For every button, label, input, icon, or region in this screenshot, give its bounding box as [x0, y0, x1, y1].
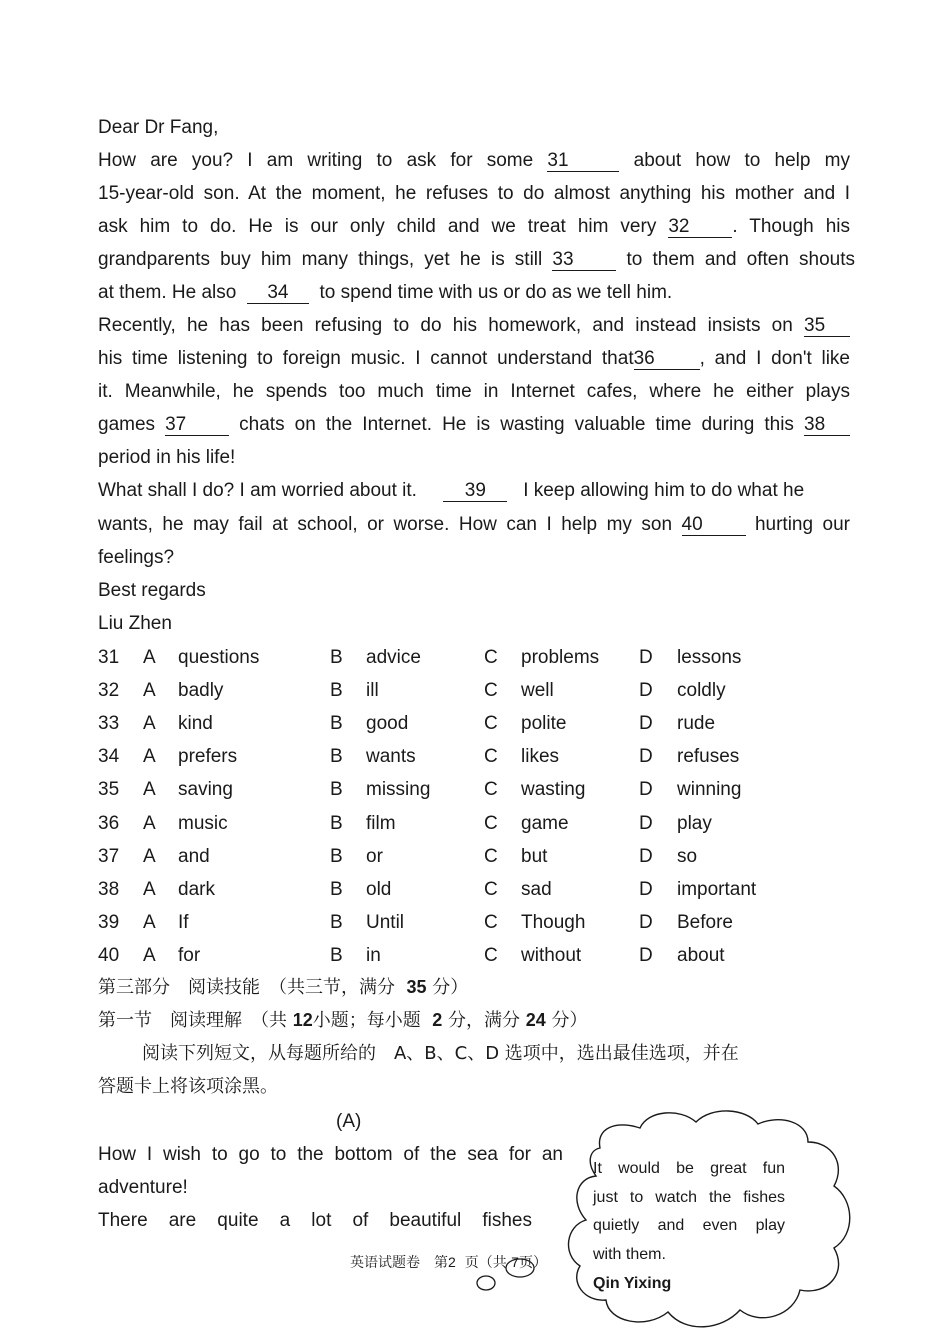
passage-line-2: adventure! — [98, 1177, 188, 1198]
bubble-line-2: just to watch the fishes — [593, 1189, 785, 1206]
option-text-b: in — [366, 944, 381, 966]
bubble-line-3: quietly and even play — [593, 1217, 785, 1234]
option-text-a: prefers — [178, 746, 238, 768]
option-letter-d: D — [639, 911, 653, 933]
option-text-b: Until — [366, 911, 405, 933]
option-letter-b: B — [330, 647, 343, 668]
letter-line-7: his time listening to foreign music. I cannot understand that36 , and I don't like — [98, 348, 850, 369]
option-letter-c: C — [484, 647, 498, 668]
option-letter-a: A — [143, 746, 156, 768]
option-text-c: problems — [521, 647, 600, 668]
option-text-a: music — [178, 812, 228, 834]
blank-32: 32 — [668, 217, 732, 238]
section1-heading: 第一节 阅读理解 （共 12小题；每小题 2 分，满分 24 分） — [98, 1010, 588, 1031]
option-letter-b: B — [330, 878, 343, 900]
option-text-d: important — [677, 878, 757, 900]
page-footer: 英语试题卷 第2 页（共 7页） — [350, 1254, 547, 1271]
letter-line-13: feelings? — [98, 547, 175, 568]
option-text-c: game — [521, 812, 569, 834]
option-text-a: badly — [178, 680, 224, 702]
option-letter-d: D — [639, 812, 653, 834]
option-text-c: without — [521, 944, 582, 966]
option-letter-c: C — [484, 680, 498, 702]
option-text-d: about — [677, 944, 725, 966]
blank-35: 35 — [804, 316, 850, 337]
part3-heading: 第三部分 阅读技能 （共三节，满分 35 分） — [98, 977, 469, 998]
option-letter-c: C — [484, 878, 498, 900]
option-text-b: old — [366, 878, 392, 900]
option-text-a: dark — [178, 878, 215, 900]
question-number: 36 — [98, 812, 120, 834]
option-letter-a: A — [143, 812, 156, 834]
bubble-line-4: with them. — [593, 1246, 666, 1263]
option-text-b: film — [366, 812, 396, 834]
letter-line-11: What shall I do? I am worried about it. 39 I keep allowing him to do what he — [98, 480, 805, 501]
question-number: 33 — [98, 713, 120, 735]
option-text-c: sad — [521, 878, 552, 900]
option-text-c: but — [521, 845, 548, 867]
option-text-c: Though — [521, 911, 586, 933]
option-letter-b: B — [330, 746, 343, 768]
option-letter-a: A — [143, 944, 156, 966]
option-letter-d: D — [639, 680, 653, 702]
option-text-d: coldly — [677, 680, 726, 702]
option-letter-b: B — [330, 944, 343, 966]
letter-line-3: ask him to do. He is our only child and we treat him very 32 . Though his — [98, 216, 850, 237]
option-text-c: likes — [521, 746, 560, 768]
passage-line-1: How I wish to go to the bottom of the sea for an — [98, 1144, 563, 1165]
instructions-line-2: 答题卡上将该项涂黑。 — [98, 1076, 278, 1097]
option-text-b: good — [366, 713, 409, 735]
passage-line-3: There are quite a lot of beautiful fishes — [98, 1210, 532, 1231]
option-letter-a: A — [143, 680, 156, 702]
option-letter-d: D — [639, 878, 653, 900]
option-letter-b: B — [330, 911, 343, 933]
option-letter-a: A — [143, 713, 156, 735]
question-number: 38 — [98, 878, 120, 900]
option-letter-d: D — [639, 647, 653, 668]
option-text-a: and — [178, 845, 210, 867]
option-letter-c: C — [484, 911, 498, 933]
option-letter-c: C — [484, 746, 498, 768]
blank-39: 39 — [443, 481, 507, 502]
option-text-c: well — [521, 680, 554, 702]
option-letter-d: D — [639, 713, 653, 735]
option-text-c: wasting — [521, 779, 586, 801]
option-text-d: winning — [677, 779, 742, 801]
bubble-line-1: It would be great fun — [593, 1160, 785, 1177]
question-number: 35 — [98, 779, 120, 801]
option-letter-d: D — [639, 845, 653, 867]
letter-salutation: Dear Dr Fang, — [98, 117, 219, 138]
option-letter-c: C — [484, 845, 498, 867]
option-letter-b: B — [330, 779, 343, 801]
blank-34: 34 — [247, 283, 309, 304]
letter-signature: Liu Zhen — [98, 613, 172, 634]
question-number: 32 — [98, 680, 120, 702]
option-letter-c: C — [484, 944, 498, 966]
option-letter-b: B — [330, 713, 343, 735]
option-text-d: lessons — [677, 647, 742, 668]
question-number: 37 — [98, 845, 120, 867]
question-number: 40 — [98, 944, 120, 966]
letter-line-5: at them. He also 34 to spend time with us or do as we tell him. — [98, 282, 673, 303]
option-letter-c: C — [484, 812, 498, 834]
instructions-line-1: 阅读下列短文，从每题所给的 A、B、C、D 选项中，选出最佳选项，并在 — [142, 1043, 739, 1064]
option-letter-b: B — [330, 680, 343, 702]
option-text-a: If — [178, 911, 189, 933]
option-text-b: missing — [366, 779, 431, 801]
blank-36: 36 — [634, 349, 700, 370]
question-number: 31 — [98, 647, 120, 668]
letter-line-4: grandparents buy him many things, yet he is still 33 to them and often shouts — [98, 249, 856, 270]
option-letter-a: A — [143, 911, 156, 933]
option-letter-a: A — [143, 779, 156, 801]
option-letter-d: D — [639, 779, 653, 801]
option-letter-d: D — [639, 746, 653, 768]
option-text-a: saving — [178, 779, 233, 801]
option-text-d: play — [677, 812, 712, 834]
letter-line-1: How are you? I am writing to ask for some 31 about how to help my — [98, 150, 850, 171]
passage-label: (A) — [336, 1111, 362, 1132]
option-text-c: polite — [521, 713, 567, 735]
option-letter-c: C — [484, 779, 498, 801]
blank-37: 37 — [165, 415, 229, 436]
letter-line-2: 15-year-old son. At the moment, he refuses to do almost anything his mother and I — [98, 183, 850, 204]
option-letter-a: A — [143, 845, 156, 867]
option-text-a: questions — [178, 647, 260, 668]
option-letter-a: A — [143, 878, 156, 900]
option-letter-a: A — [143, 647, 156, 668]
letter-line-9: games 37 chats on the Internet. He is wasting valuable time during this 38 — [98, 414, 850, 436]
question-number: 39 — [98, 911, 120, 933]
option-letter-d: D — [639, 944, 653, 966]
blank-33: 33 — [552, 250, 616, 271]
option-letter-b: B — [330, 845, 343, 867]
option-text-a: for — [178, 944, 201, 966]
letter-line-8: it. Meanwhile, he spends too much time in Internet cafes, where he either plays — [98, 381, 850, 402]
question-number: 34 — [98, 746, 120, 768]
blank-40: 40 — [682, 515, 746, 536]
option-text-b: or — [366, 845, 383, 867]
letter-line-12: wants, he may fail at school, or worse. How can I help my son 40 hurting our — [98, 514, 850, 535]
option-text-b: ill — [366, 680, 379, 702]
option-text-d: refuses — [677, 746, 740, 768]
blank-31: 31 — [547, 151, 619, 172]
letter-line-6: Recently, he has been refusing to do his homework, and instead insists on 35 — [98, 315, 850, 337]
option-text-b: wants — [366, 746, 416, 768]
option-text-a: kind — [178, 713, 213, 735]
blank-38: 38 — [804, 415, 850, 436]
bubble-tail-small — [477, 1276, 495, 1290]
bubble-name: Qin Yixing — [593, 1275, 672, 1292]
letter-closing: Best regards — [98, 580, 206, 601]
letter-line-10: period in his life! — [98, 447, 236, 468]
option-text-b: advice — [366, 647, 421, 668]
option-letter-c: C — [484, 713, 498, 735]
option-text-d: rude — [677, 713, 716, 735]
option-text-d: Before — [677, 911, 733, 933]
option-text-d: so — [677, 845, 698, 867]
option-letter-b: B — [330, 812, 343, 834]
